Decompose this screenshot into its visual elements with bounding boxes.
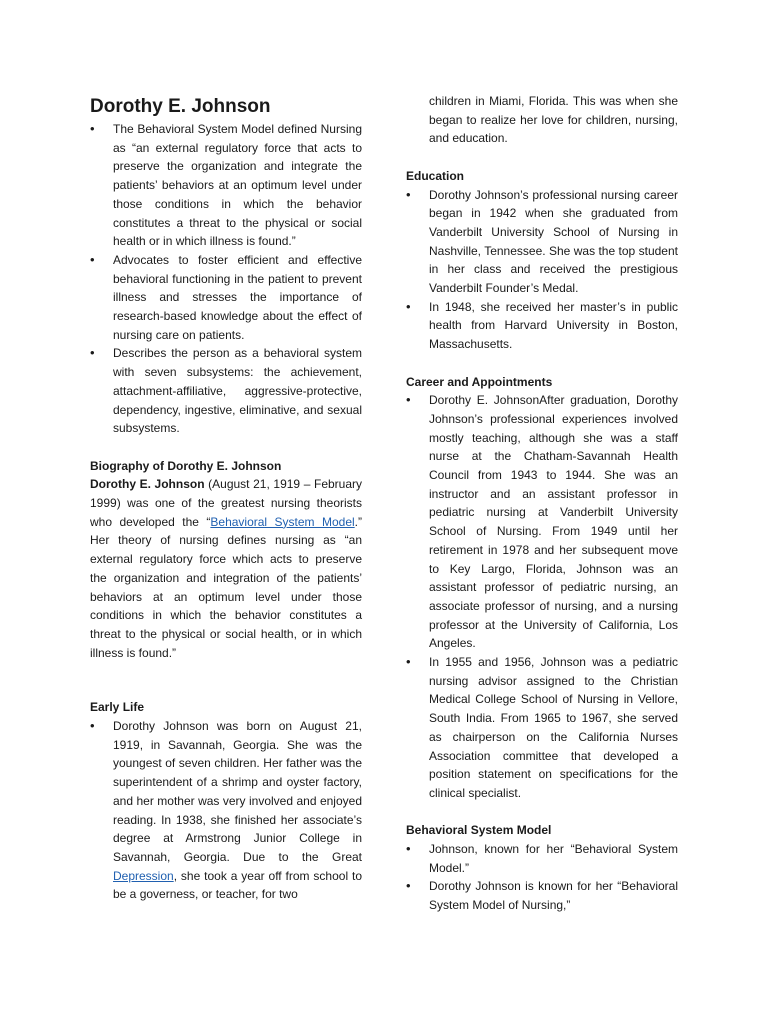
biography-name: Dorothy E. Johnson (90, 477, 205, 492)
biography-heading: Biography of Dorothy E. Johnson (90, 458, 282, 473)
career-bullet: • In 1955 and 1956, Johnson was a pediatric nursing advisor assigned to the Christian Medical College School of Nursing in Vellore, South India. From 1965 to 1967, she served as chairperson on the California Nurses Association committee that developed a position statement on specifications for the clinical specialist. (406, 653, 678, 803)
early-life-text-1: Dorothy Johnson was born on August 21, 1919, in Savannah, Georgia. She was the youngest of seven children. Her father was the superintendent of a shrimp and oyster factory, and her mother was very involved and enjoyed reading. In 1938, she finished her associate’s degree at Armstrong Junior College in Savannah, Georgia. Due to the Great (113, 719, 362, 864)
behavioral-model-heading: Behavioral System Model (406, 823, 552, 838)
early-life-text-2: , she took a year off from school to be a governess, or teacher, for two (113, 868, 362, 902)
behavioral-model-bullet: • Johnson, known for her “Behavioral System Model.” (406, 840, 678, 877)
intro-bullet: • Describes the person as a behavioral system with seven subsystems: the achievement, attachment-affiliative, aggressive-protective, dependency, ingestive, eliminative, and sexual subsystems. (90, 344, 362, 438)
early-life-continuation: children in Miami, Florida. This was when she began to realize her love for children, nursing, and education. (429, 94, 678, 146)
depression-link[interactable]: Depression (113, 868, 174, 883)
early-life-heading: Early Life (90, 700, 145, 715)
right-column-content (406, 92, 678, 915)
intro-bullet: • Advocates to foster efficient and effective behavioral functioning in the patient to prevent illness and stresses the importance of research-based knowledge about the effect of nursing care on patients. (90, 251, 362, 345)
biography-text-2: .” Her theory of nursing defines nursing as “an external regulatory force which acts to preserve the organization and integration of the patients’ behaviors at an optimum level under those conditions in which the behavior constitutes a threat to the physical or social health, or in which illness is found.” (90, 514, 363, 660)
education-bullet: • Dorothy Johnson’s professional nursing career began in 1942 when she graduated from Vanderbilt University School of Nursing in Nashville, Tennessee. She was the top student in her class and received the prestigious Vanderbilt Founder’s Medal. (406, 186, 678, 298)
intro-section (90, 120, 362, 904)
education-heading: Education (406, 168, 465, 183)
career-bullet-list (406, 391, 678, 802)
early-life-bullet (90, 717, 362, 904)
education-bullet-list (406, 186, 678, 354)
biography-text-1: (August 21, 1919 – February 1999) was one of the greatest nursing theorists who developed the “ (90, 477, 363, 529)
behavioral-system-model-link[interactable]: Behavioral System Model (210, 514, 355, 529)
biography-paragraph (90, 475, 362, 662)
document-title: Dorothy E. Johnson (90, 96, 271, 117)
intro-bullet-list (90, 120, 362, 438)
career-bullet: • Dorothy E. JohnsonAfter graduation, Dorothy Johnson’s professional experiences involved mostly teaching, although she was a staff nurse at the Chatham-Savannah Health Council from 1943 to 1944. She was an instructor and an assistant professor in pediatric nursing at Vanderbilt University School of Nursing. From 1949 until her retirement in 1978 and her subsequent move to Key Largo, Florida, Johnson was an assistant professor of pediatric nursing, an associate professor of nursing, and a nursing professor at the University of California, Los Angeles. (406, 391, 678, 653)
education-bullet: • In 1948, she received her master’s in public health from Harvard University in Boston, Massachusetts. (406, 298, 678, 354)
career-heading: Career and Appointments (406, 374, 553, 389)
intro-bullet: • The Behavioral System Model defined Nursing as “an external regulatory force that acts to preserve the organization and integrate the patients’ behaviors at an optimum level under those conditions in which the behavior constitutes a threat to the physical or social health or in which illness is found.” (90, 120, 362, 251)
early-life-bullet-list (90, 717, 362, 904)
behavioral-model-bullet: • Dorothy Johnson is known for her “Behavioral System Model of Nursing,” (406, 877, 678, 914)
behavioral-model-bullet-list (406, 840, 678, 915)
